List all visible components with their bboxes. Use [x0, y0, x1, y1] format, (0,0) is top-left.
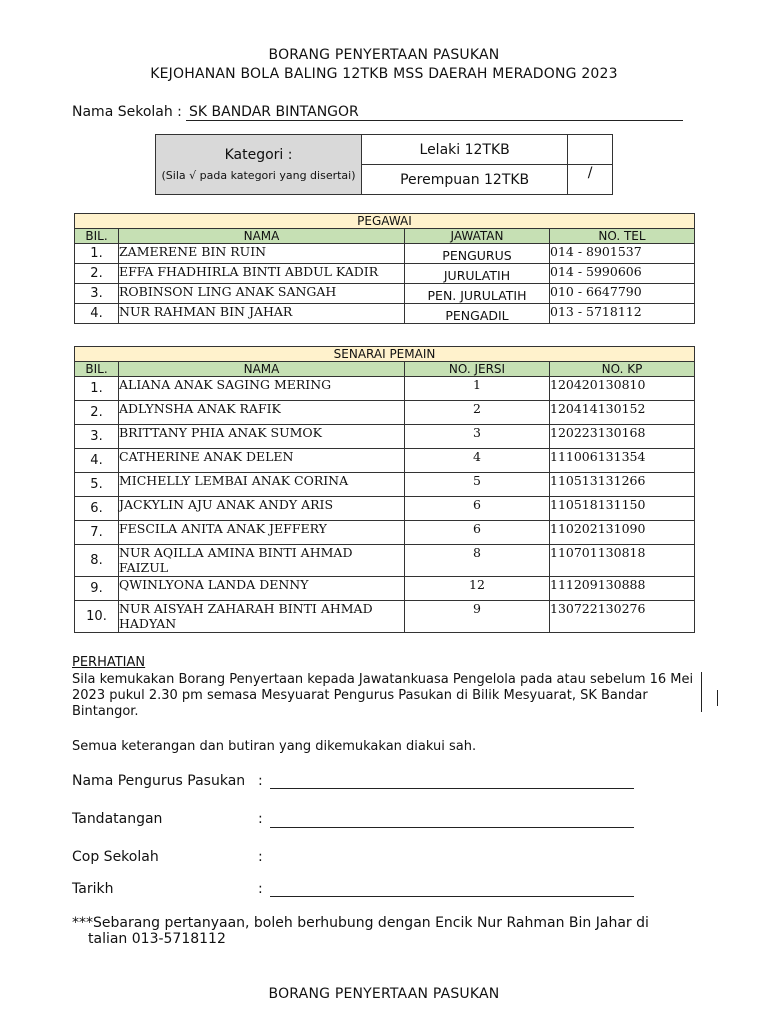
- player-ic: 111006131354: [550, 449, 695, 473]
- official-phone: 010 - 6647790: [550, 284, 695, 304]
- row-number: 3.: [75, 425, 119, 449]
- next-page-title: BORANG PENYERTAAN PASUKAN: [268, 986, 500, 1002]
- player-name: MICHELLY LEMBAI ANAK CORINA: [119, 473, 405, 497]
- row-number: 5.: [75, 473, 119, 497]
- row-number: 9.: [75, 577, 119, 601]
- category-label-cell: [156, 135, 362, 195]
- row-number: 7.: [75, 521, 119, 545]
- col-header: NO. KP: [550, 362, 695, 377]
- colon: :: [258, 881, 263, 897]
- row-number: 10.: [75, 601, 119, 633]
- official-phone: 014 - 5990606: [550, 264, 695, 284]
- player-ic: 110701130818: [550, 545, 695, 577]
- player-jersey: 5: [405, 473, 550, 497]
- signature-label: Tandatangan: [72, 811, 163, 827]
- col-header: NO. TEL: [550, 229, 695, 244]
- row-number: 2.: [75, 264, 119, 284]
- table-row: [75, 284, 695, 304]
- player-name: NUR AISYAH ZAHARAH BINTI AHMAD HADYAN: [119, 601, 405, 633]
- official-role: PEN. JURULATIH: [405, 284, 550, 304]
- official-name: NUR RAHMAN BIN JAHAR: [119, 304, 405, 324]
- official-name: ROBINSON LING ANAK SANGAH: [119, 284, 405, 304]
- row-number: 3.: [75, 284, 119, 304]
- manager-name-line[interactable]: [270, 788, 634, 789]
- table-row: [75, 244, 695, 264]
- notice-heading: PERHATIAN: [72, 655, 146, 670]
- category-label: Kategori :: [224, 147, 293, 163]
- player-name: FESCILA ANITA ANAK JEFFERY: [119, 521, 405, 545]
- players-table: [74, 346, 695, 633]
- table-row: [75, 497, 695, 521]
- col-header: JAWATAN: [405, 229, 550, 244]
- row-number: 8.: [75, 545, 119, 577]
- player-ic: 120420130810: [550, 377, 695, 401]
- player-jersey: 8: [405, 545, 550, 577]
- manager-label: Nama Pengurus Pasukan: [72, 773, 246, 789]
- date-line[interactable]: [270, 896, 634, 897]
- official-role: PENGURUS: [405, 244, 550, 264]
- row-number: 2.: [75, 401, 119, 425]
- official-name: ZAMERENE BIN RUIN: [119, 244, 405, 264]
- declaration-text: Semua keterangan dan butiran yang dikemukakan diakui sah.: [72, 739, 477, 754]
- player-ic: 110513131266: [550, 473, 695, 497]
- official-phone: 014 - 8901537: [550, 244, 695, 264]
- col-header: NAMA: [119, 362, 405, 377]
- row-number: 1.: [75, 244, 119, 264]
- category-option-girls: Perempuan 12TKB: [362, 165, 568, 195]
- margin-mark: [701, 672, 702, 712]
- table-row: [75, 304, 695, 324]
- notice-body: Sila kemukakan Borang Penyertaan kepada Jawatankuasa Pengelola pada atau sebelum 16 Mei 2023 pukul 2.30 pm semasa Mesyuarat Pengurus Pasukan di Bilik Mesyuarat, SK Bandar Bintangor.: [72, 672, 694, 719]
- table-row: [75, 577, 695, 601]
- table-row: [75, 521, 695, 545]
- table-row: [75, 377, 695, 401]
- player-jersey: 6: [405, 497, 550, 521]
- table-row: [75, 449, 695, 473]
- player-name: QWINLYONA LANDA DENNY: [119, 577, 405, 601]
- player-jersey: 9: [405, 601, 550, 633]
- enquiry-note: ***Sebarang pertanyaan, boleh berhubung dengan Encik Nur Rahman Bin Jahar di talian 013-5718112: [72, 915, 649, 947]
- category-table: [155, 134, 613, 195]
- stamp-label: Cop Sekolah: [72, 849, 159, 865]
- player-jersey: 2: [405, 401, 550, 425]
- col-header: BIL.: [75, 362, 119, 377]
- row-number: 1.: [75, 377, 119, 401]
- player-ic: 120414130152: [550, 401, 695, 425]
- category-option-boys: Lelaki 12TKB: [362, 135, 568, 165]
- player-ic: 111209130888: [550, 577, 695, 601]
- school-name-field: SK BANDAR BINTANGOR: [186, 104, 683, 121]
- margin-mark: [717, 690, 718, 706]
- official-phone: 013 - 5718112: [550, 304, 695, 324]
- player-jersey: 6: [405, 521, 550, 545]
- category-mark-boys: [568, 135, 613, 165]
- table-row: [75, 545, 695, 577]
- row-number: 4.: [75, 304, 119, 324]
- player-name: BRITTANY PHIA ANAK SUMOK: [119, 425, 405, 449]
- player-name: NUR AQILLA AMINA BINTI AHMAD FAIZUL: [119, 545, 405, 577]
- player-name: ADLYNSHA ANAK RAFIK: [119, 401, 405, 425]
- category-hint: (Sila √ pada kategori yang disertai): [161, 169, 356, 182]
- player-name: ALIANA ANAK SAGING MERING: [119, 377, 405, 401]
- player-name: JACKYLIN AJU ANAK ANDY ARIS: [119, 497, 405, 521]
- officials-table: [74, 213, 695, 324]
- official-name: EFFA FHADHIRLA BINTI ABDUL KADIR: [119, 264, 405, 284]
- event-title: KEJOHANAN BOLA BALING 12TKB MSS DAERAH MERADONG 2023: [150, 66, 618, 82]
- players-title: SENARAI PEMAIN: [75, 347, 695, 362]
- colon: :: [258, 811, 263, 827]
- category-mark-girls: /: [568, 165, 613, 195]
- col-header: BIL.: [75, 229, 119, 244]
- player-jersey: 12: [405, 577, 550, 601]
- table-row: [75, 601, 695, 633]
- signature-line[interactable]: [270, 827, 634, 828]
- colon: :: [258, 849, 263, 865]
- table-row: [75, 264, 695, 284]
- official-role: JURULATIH: [405, 264, 550, 284]
- player-name: CATHERINE ANAK DELEN: [119, 449, 405, 473]
- col-header: NO. JERSI: [405, 362, 550, 377]
- table-row: [75, 401, 695, 425]
- table-row: [75, 425, 695, 449]
- official-role: PENGADIL: [405, 304, 550, 324]
- row-number: 4.: [75, 449, 119, 473]
- form-title: BORANG PENYERTAAN PASUKAN: [268, 47, 500, 63]
- colon: :: [258, 773, 263, 789]
- row-number: 6.: [75, 497, 119, 521]
- player-ic: 120223130168: [550, 425, 695, 449]
- col-header: NAMA: [119, 229, 405, 244]
- player-ic: 110518131150: [550, 497, 695, 521]
- table-row: [75, 473, 695, 497]
- player-jersey: 3: [405, 425, 550, 449]
- officials-title: PEGAWAI: [75, 214, 695, 229]
- date-label: Tarikh: [72, 881, 114, 897]
- player-jersey: 4: [405, 449, 550, 473]
- player-ic: 110202131090: [550, 521, 695, 545]
- player-ic: 130722130276: [550, 601, 695, 633]
- school-label: Nama Sekolah :: [72, 104, 182, 120]
- player-jersey: 1: [405, 377, 550, 401]
